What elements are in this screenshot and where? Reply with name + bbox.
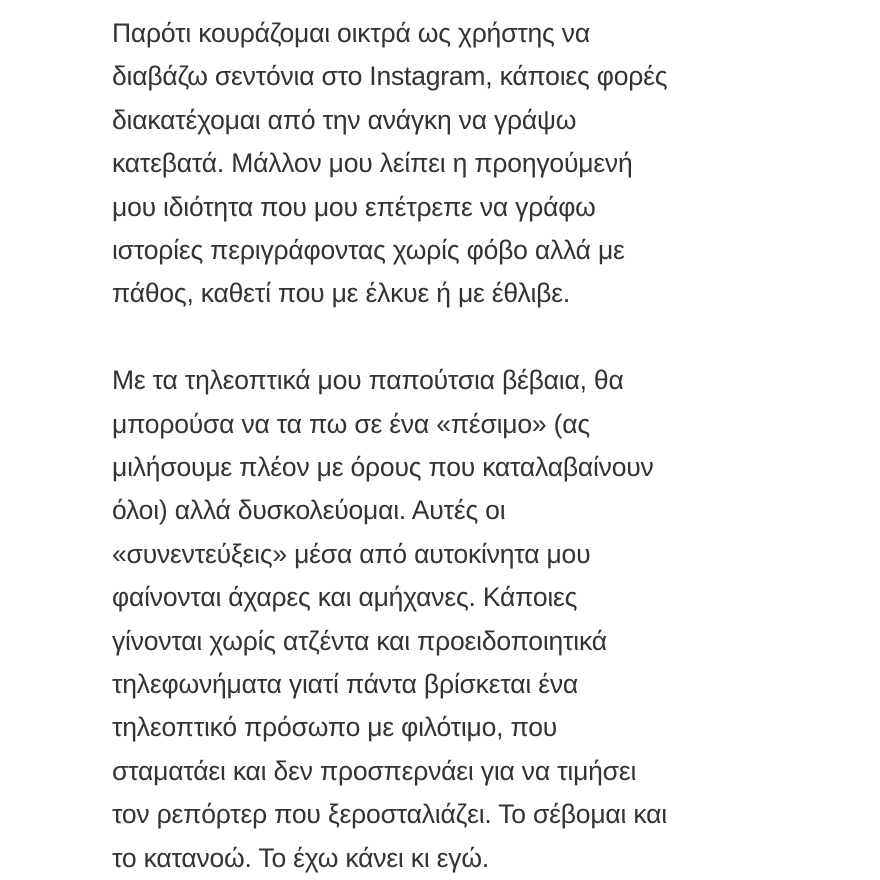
text-line: Με τα τηλεοπτικά μου παπούτσια βέβαια, θα bbox=[112, 365, 624, 396]
text-line: «συνεντεύξεις» μέσα από αυτοκίνητα μου bbox=[112, 538, 591, 569]
document-body bbox=[112, 12, 852, 880]
text-line: μπορούσα να τα πω σε ένα «πέσιμο» (ας bbox=[112, 408, 590, 439]
text-line: τον ρεπόρτερ που ξεροσταλιάζει. Το σέβομαι και bbox=[112, 799, 667, 830]
text-line: διαβάζω σεντόνια στο Instagram, κάποιες φορές bbox=[112, 61, 668, 92]
text-line: διακατέχομαι από την ανάγκη να γράψω bbox=[112, 104, 577, 135]
paragraph-1 bbox=[112, 12, 852, 316]
text-line: γίνονται χωρίς ατζέντα και προειδοποιητικά bbox=[112, 625, 607, 656]
text-line: όλοι) αλλά δυσκολεύομαι. Αυτές οι bbox=[112, 495, 506, 526]
text-line: μου ιδιότητα που μου επέτρεπε να γράφω bbox=[112, 191, 596, 222]
text-line: Παρότι κουράζομαι οικτρά ως χρήστης να bbox=[112, 18, 590, 48]
text-line: σταματάει και δεν προσπερνάει για να τιμήσει bbox=[112, 755, 637, 786]
text-line: φαίνονται άχαρες και αμήχανες. Κάποιες bbox=[112, 582, 578, 613]
text-line: κατεβατά. Μάλλον μου λείπει η προηγούμενή bbox=[112, 148, 633, 179]
paragraph-2 bbox=[112, 359, 852, 880]
text-line: τηλεοπτικό πρόσωπο με φιλότιμο, που bbox=[112, 712, 558, 743]
text-line: μιλήσουμε πλέον με όρους που καταλαβαίνουν bbox=[112, 452, 654, 483]
text-line: ιστορίες περιγράφοντας χωρίς φόβο αλλά με bbox=[112, 235, 625, 266]
text-line: το κατανοώ. Το έχω κάνει κι εγώ. bbox=[112, 842, 489, 873]
text-line: πάθος, καθετί που με έλκυε ή με έθλιβε. bbox=[112, 278, 570, 309]
text-line: τηλεφωνήματα γιατί πάντα βρίσκεται ένα bbox=[112, 669, 578, 700]
